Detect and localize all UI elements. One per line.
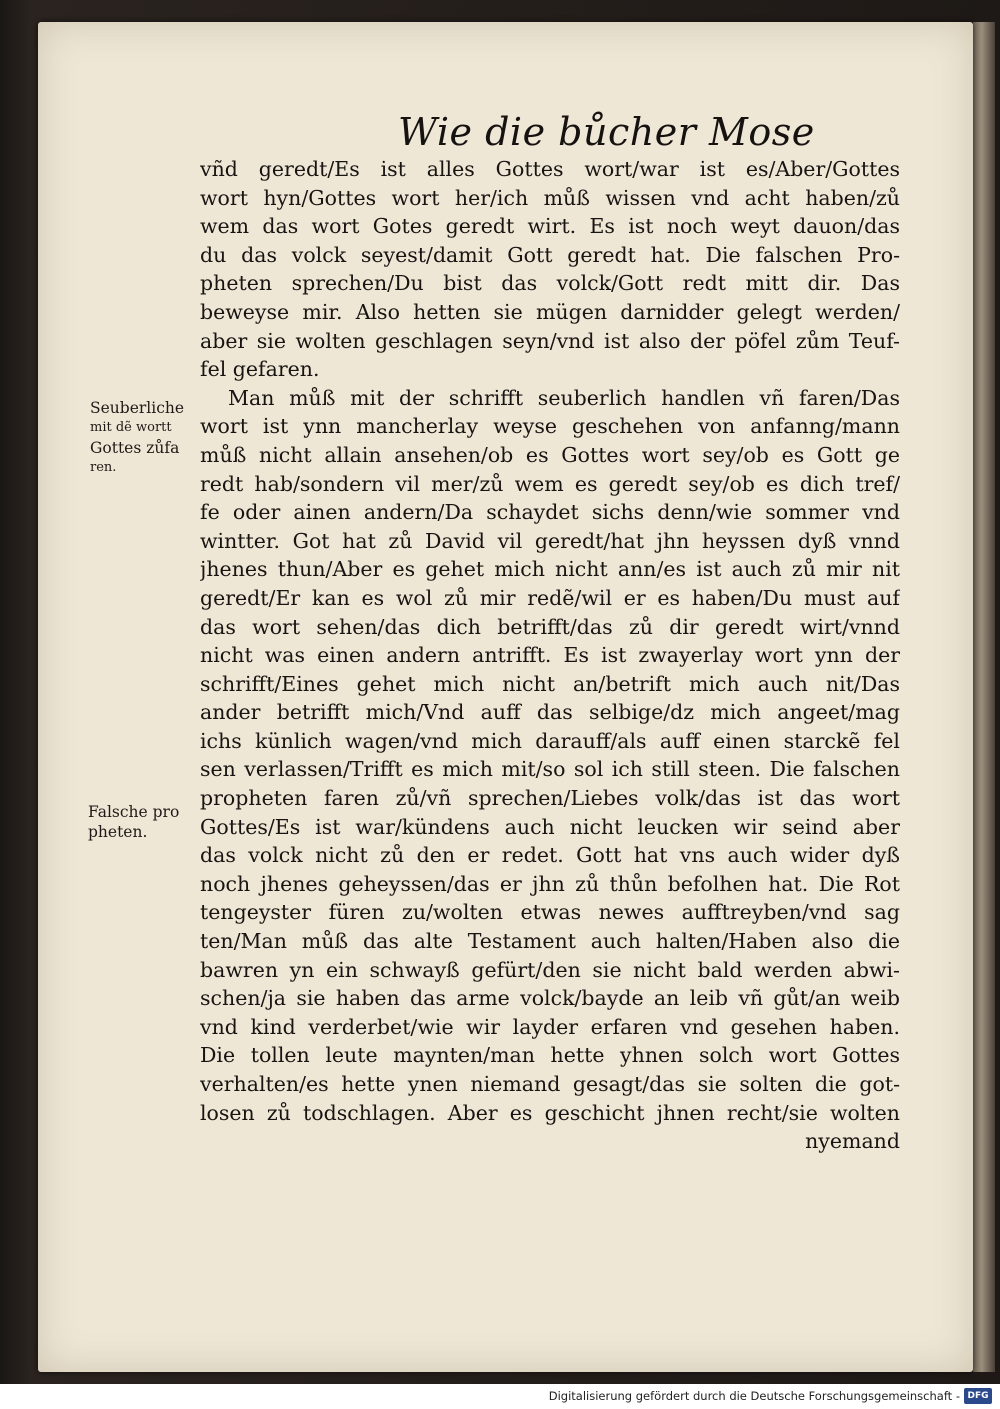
text-line: bawren yn ein schwayß gefürt/den sie nicht bald werden abwi-	[200, 957, 900, 982]
text-line: wort ist ynn mancherlay weyse geschehen von anfanng/mann	[200, 414, 900, 439]
text-line: das wort sehen/das dich betrifft/das zů dir geredt wirt/vnnd	[200, 614, 900, 639]
text-line: redt hab/sondern vil mer/zů wem es geredt sey/ob es dich tref/	[200, 471, 900, 496]
text-line: Man můß mit der schrifft seuberlich handlen vñ faren/Das	[228, 385, 900, 410]
text-line: nicht was einen andern antrifft. Es ist zwayerlay wort ynn der	[200, 643, 900, 668]
text-line: schen/ja sie haben das arme volck/bayde an leib vñ gůt/an weib	[200, 986, 900, 1011]
text-line: losen zů todschlagen. Aber es geschicht jhnen recht/sie wolten	[200, 1100, 900, 1125]
text-line: jhenes thun/Aber es gehet mich nicht ann/es ist auch zů mir nit	[200, 557, 900, 582]
margin-note-line: mit dẽ wortt	[90, 420, 172, 435]
text-line: propheten faren zů/vñ sprechen/Liebes volk/das ist das wort	[200, 786, 900, 811]
text-line: tengeyster füren zu/wolten etwas newes aufftreyben/vnd sag	[200, 900, 900, 925]
text-line: das volck nicht zů den er redet. Gott hat vns auch wider dyß	[200, 843, 900, 868]
margin-note-1	[90, 398, 200, 478]
text-line: geredt/Er kan es wol zů mir redẽ/wil er es haben/Du must auf	[200, 585, 900, 610]
text-line: pheten sprechen/Du bist das volck/Gott redt mitt dir. Das	[200, 271, 900, 296]
text-line: noch jhenes geheyssen/das er jhn zů thůn befolhen hat. Die Rot	[200, 871, 900, 896]
text-line: aber sie wolten geschlagen seyn/vnd ist also der pöfel zům Teuf-	[200, 328, 900, 353]
text-line: beweyse mir. Also hetten sie mügen darnidder gelegt werden/	[200, 299, 900, 324]
text-line: můß nicht allain ansehen/ob es Gottes wort sey/ob es Gott ge	[200, 442, 900, 467]
page-edge	[973, 22, 995, 1372]
text-line: schrifft/Eines gehet mich nicht an/betrift mich auch nit/Das	[200, 671, 900, 696]
text-line: fel gefaren.	[200, 357, 320, 382]
text-line: wintter. Got hat zů David vil geredt/hat jhn heyssen dyß vnnd	[200, 528, 900, 553]
text-line: verhalten/es hette ynen niemand gesagt/das sie solten die got-	[200, 1072, 900, 1096]
margin-note-line: pheten.	[88, 823, 148, 841]
margin-note-line: Gottes zůfa	[90, 439, 180, 457]
text-line: vnd kind verderbet/wie wir layder erfaren vnd gesehen haben.	[200, 1014, 900, 1039]
margin-note-line: Falsche pro	[88, 803, 180, 821]
text-line: ichs künlich wagen/vnd mich darauff/als auff einen starckẽ fel	[200, 728, 900, 753]
margin-note-2	[88, 802, 198, 842]
running-head: Wie die bůcher Mose	[398, 110, 815, 154]
footer-bar	[0, 1384, 1000, 1409]
text-line: du das volck seyest/damit Gott geredt hat. Die falschen Pro-	[200, 242, 900, 267]
text-line: ten/Man můß das alte Testament auch halten/Haben also die	[200, 929, 900, 954]
body-text	[200, 155, 900, 1156]
text-line: Die tollen leute maynten/man hette yhnen solch wort Gottes	[200, 1043, 900, 1068]
catchword: nyemand	[805, 1129, 900, 1154]
margin-note-line: ren.	[90, 460, 117, 475]
footer-credit: Digitalisierung gefördert durch die Deutsche Forschungsgemeinschaft -	[548, 1389, 960, 1403]
text-line: fe oder ainen andern/Da schaydet sichs denn/wie sommer vnd	[200, 500, 900, 525]
text-line: vñd geredt/Es ist alles Gottes wort/war ist es/Aber/Gottes	[200, 157, 900, 181]
text-line: wem das wort Gotes geredt wirt. Es ist noch weyt dauon/das	[200, 214, 900, 239]
text-line: sen verlassen/Trifft es mich mit/so sol ich still steen. Die falschen	[200, 757, 900, 782]
dfg-logo-icon: DFG	[964, 1388, 992, 1404]
text-line: Gottes/Es ist war/kündens auch nicht leucken wir seind aber	[200, 814, 900, 839]
margin-note-line: Seuberliche	[90, 399, 185, 417]
text-line: wort hyn/Gottes wort her/ich můß wissen vnd acht haben/zů	[200, 185, 900, 210]
text-line: ander betrifft mich/Vnd auff das selbige/dz mich angeet/mag	[200, 700, 900, 725]
